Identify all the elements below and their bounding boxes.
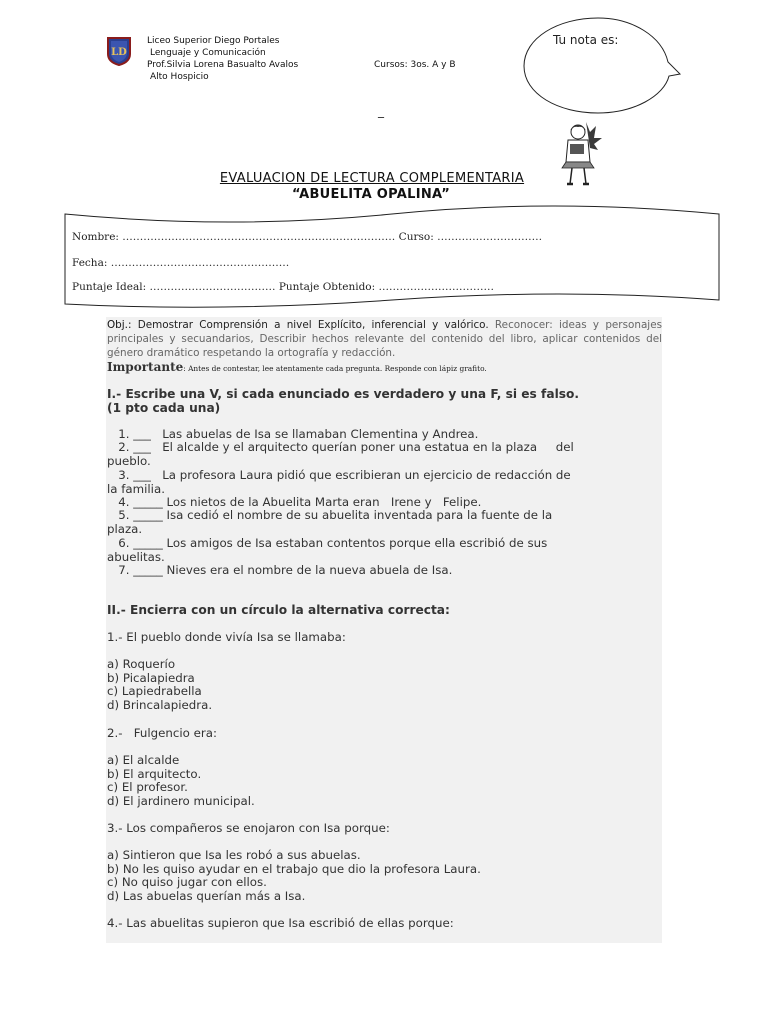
obtained-score-field[interactable]: : …………………………… <box>371 281 495 293</box>
logo-letters: LD <box>111 47 127 58</box>
mc-option[interactable]: a) Sintieron que Isa les robó a sus abuelas. <box>107 848 361 862</box>
important-note <box>107 360 487 374</box>
important-text: : Antes de contestar, lee atentamente cada pregunta. Responde con lápiz grafito. <box>183 364 487 373</box>
date-field[interactable]: : …………………………………………… <box>103 257 290 269</box>
mc-option[interactable]: a) Roquerío <box>107 657 176 671</box>
mc-option[interactable]: c) No quiso jugar con ellos. <box>107 875 267 890</box>
tf-item-3: 3. ___ La profesora Laura pidió que escribieran un ejercicio de redacción de la familia. <box>107 468 571 496</box>
date-row <box>72 257 289 269</box>
exam-title: EVALUACION DE LECTURA COMPLEMENTARIA <box>219 171 525 186</box>
mc-option[interactable]: d) Las abuelas querían más a Isa. <box>107 888 306 903</box>
tf-item-4: 4. _____ Los nietos de la Abuelita Marta eran Irene y Felipe. <box>107 495 482 509</box>
courses-label: Cursos: 3os. A y B <box>374 60 456 70</box>
tf-item-7: 7. _____ Nieves era el nombre de la nueva abuela de Isa. <box>107 563 453 577</box>
teacher-name: Prof.Silvia Lorena Basualto Avalos <box>147 60 299 70</box>
section1-title: I.- Escribe una V, si cada enunciado es verdadero y una F, si es falso. <box>107 387 580 401</box>
ideal-score-field[interactable]: : ……………………………… <box>142 281 276 293</box>
objective-main: Demostrar Comprensión a nivel Explícito, inferencial y valórico. <box>131 319 489 331</box>
name-row <box>72 231 542 243</box>
obtained-score-label: Puntaje Obtenido <box>278 281 372 293</box>
name-label: Nombre <box>72 231 116 243</box>
mc-question-4: 4.- Las abuelitas supieron que Isa escribió de ellas porque: <box>107 916 454 930</box>
mc-option[interactable]: b) El arquitecto. <box>107 766 202 781</box>
objective-rest: Reconocer: ideas y personajes principales y secuandarios, Describir hechos relevante del contenido del libro, aplicar contenidos del género dramático respetando la ortografía y redacción. <box>107 319 662 359</box>
mc-option[interactable]: d) Brincalapiedra. <box>107 697 213 712</box>
objective-label: Obj.: <box>107 319 132 331</box>
tf-item-1: 1. ___ Las abuelas de Isa se llamaban Clementina y Andrea. <box>107 427 479 441</box>
mc-option[interactable]: b) Picalapiedra <box>107 670 195 685</box>
subject-name: Lenguaje y Comunicación <box>150 48 266 58</box>
book-title: “ABUELITA OPALINA” <box>291 187 451 202</box>
score-row <box>72 281 494 293</box>
mc-option[interactable]: c) Lapiedrabella <box>107 684 202 699</box>
mc-q2-options <box>107 754 255 808</box>
course-field[interactable]: : ………………………… <box>430 231 543 243</box>
ideal-score-label: Puntaje Ideal <box>72 281 143 293</box>
city-name: Alto Hospicio <box>150 72 209 82</box>
mc-question-1: 1.- El pueblo donde vivía Isa se llamaba: <box>107 630 346 644</box>
date-label: Fecha <box>72 257 104 269</box>
mc-question-2: 2.- Fulgencio era: <box>107 726 217 740</box>
mc-q1-options <box>107 658 212 712</box>
mc-option[interactable]: b) No les quiso ayudar en el trabajo que dio la profesora Laura. <box>107 861 481 876</box>
section2-title: II.- Encierra con un círculo la alternativa correcta: <box>107 603 450 617</box>
tf-item-6: 6. _____ Los amigos de Isa estaban contentos porque ella escribió de sus abuelitas. <box>107 536 548 564</box>
tf-item-2: 2. ___ El alcalde y el arquitecto querían poner una estatua en la plaza del pueblo. <box>107 440 574 468</box>
objective-paragraph <box>107 318 662 360</box>
mc-option[interactable]: d) El jardinero municipal. <box>107 793 255 808</box>
name-field[interactable]: : …………………………………………………………………… <box>115 231 396 243</box>
tf-item-5: 5. _____ Isa cedió el nombre de su abuelita inventada para la fuente de la plaza. <box>107 508 553 536</box>
mc-option[interactable]: c) El profesor. <box>107 780 188 795</box>
mc-option[interactable]: a) El alcalde <box>107 753 180 767</box>
grade-label: Tu nota es: <box>553 33 619 47</box>
mc-q3-options <box>107 849 481 903</box>
grade-bubble <box>522 16 682 116</box>
separator-dash: _ <box>378 104 384 118</box>
important-label: Importante <box>107 360 184 374</box>
mc-question-3: 3.- Los compañeros se enojaron con Isa porque: <box>107 821 390 835</box>
school-logo <box>106 36 132 66</box>
section1-subtitle: (1 pto cada una) <box>107 401 221 415</box>
school-name: Liceo Superior Diego Portales <box>147 36 280 46</box>
course-label: Curso <box>398 231 431 243</box>
